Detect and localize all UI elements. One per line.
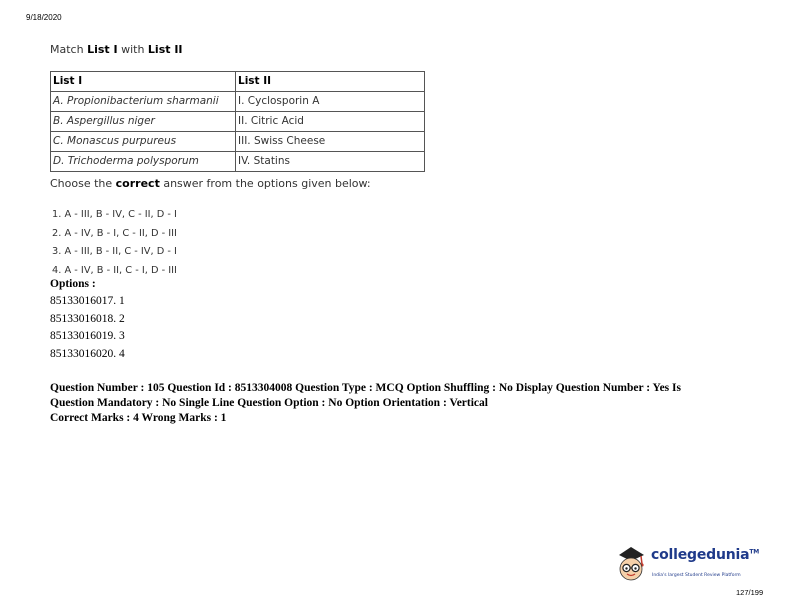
list-item: 85133016019. 3 <box>50 330 125 342</box>
page-number: 127/199 <box>736 588 764 597</box>
table-row <box>51 132 425 152</box>
list-item: 85133016017. 1 <box>50 295 125 307</box>
question-text <box>50 43 183 56</box>
list1-cell: A. Propionibacterium sharmanii <box>51 92 236 112</box>
metadata-line: Question Mandatory : No Single Line Question Option : No Option Orientation : Vertical <box>50 397 488 409</box>
list2-cell: I. Cyclosporin A <box>236 92 425 112</box>
list2-cell: II. Citric Acid <box>236 112 425 132</box>
option-ids <box>50 295 125 365</box>
brand-text: collegedunia <box>651 547 750 563</box>
list-item: 85133016018. 2 <box>50 312 125 325</box>
instruction-suffix: answer from the options given below: <box>159 177 371 190</box>
answer-choices <box>52 207 177 281</box>
brand-name <box>651 547 759 563</box>
instruction-emphasis: correct <box>115 177 160 190</box>
list1-cell: C. Monascus purpureus <box>51 132 236 152</box>
instruction-text <box>50 177 371 190</box>
table-row <box>51 92 425 112</box>
list-item: 2. A - IV, B - I, C - II, D - III <box>52 227 177 239</box>
brand-trademark: TM <box>749 548 759 556</box>
list-item: 4. A - IV, B - II, C - I, D - III <box>52 264 177 276</box>
header-list2: List II <box>236 72 425 92</box>
header-list1: List I <box>51 72 236 92</box>
page-date: 9/18/2020 <box>26 13 62 22</box>
list-item: 85133016020. 4 <box>50 347 125 360</box>
match-table-header <box>51 72 425 92</box>
question-list1: List I <box>87 43 118 56</box>
match-table <box>50 71 425 172</box>
options-heading: Options : <box>50 278 96 290</box>
question-metadata <box>50 381 750 426</box>
question-prefix: Match <box>50 43 88 56</box>
metadata-line: Correct Marks : 4 Wrong Marks : 1 <box>50 412 227 424</box>
list1-cell: D. Trichoderma polysporum <box>51 152 236 172</box>
table-row <box>51 152 425 172</box>
mascot-icon <box>614 543 648 583</box>
list2-cell: III. Swiss Cheese <box>236 132 425 152</box>
instruction-prefix: Choose the <box>50 177 116 190</box>
list-item: 1. A - III, B - IV, C - II, D - I <box>52 209 177 220</box>
question-list2: List II <box>147 43 183 56</box>
list2-cell: IV. Statins <box>236 152 425 172</box>
collegedunia-logo <box>614 543 764 583</box>
brand-tagline: India's largest Student Review Platform <box>652 573 741 578</box>
question-with: with <box>117 43 148 56</box>
metadata-line: Question Number : 105 Question Id : 8513304008 Question Type : MCQ Option Shuffling : No Display Question Number : Yes Is <box>50 382 681 394</box>
list1-cell: B. Aspergillus niger <box>51 112 236 132</box>
list-item: 3. A - III, B - II, C - IV, D - I <box>52 246 177 257</box>
table-row <box>51 112 425 132</box>
